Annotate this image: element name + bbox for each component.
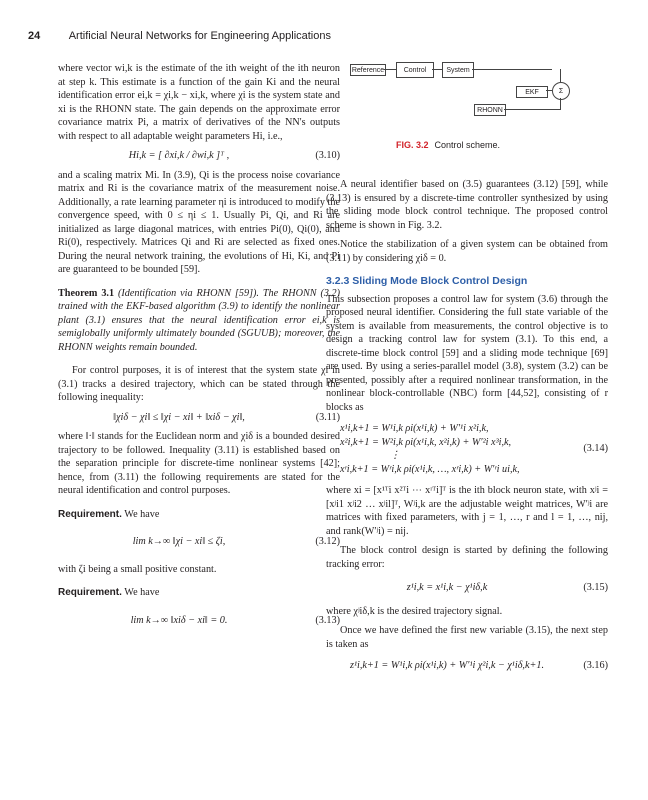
figure-caption-text: Control scheme. (434, 140, 501, 150)
arrow (432, 69, 442, 70)
equation-number: (3.14) (583, 443, 608, 455)
paragraph: The block control design is started by defining the following tracking error: (326, 545, 608, 570)
arrow (472, 69, 552, 70)
page-number: 24 (28, 30, 41, 42)
theorem-text: (Identification via RHONN [59]). The RHONN (3.2) trained with the EKF-based algorithm (3.9) to identify the nonlinear plant (3.1) ensures that the neural identification error ei,k is semiglobally uniformly ultimately bounded (SGUUB); moreover, the RHONN weights remain bounded. (58, 287, 341, 353)
equation-line: x²i,k+1 = W²i,k ρi(x¹i,k, x²i,k) + W′²i x³i,k, (340, 436, 512, 448)
requirement-text: We have (124, 508, 160, 520)
paragraph: where xi = [x¹ᵀi x²ᵀi ⋯ xʳᵀi]ᵀ is the ith block neuron state, with xʲi = [xʲi1 xʲi2 … xʲil]ᵀ, Wʲi,k are the adjustable weight matrices, W′ʲi are matrices with fixed parameters, with j = 1, …, r and l = 1, …, nij, and rank(W′ʲi) = nij. (326, 485, 608, 537)
equation-line: xʳi,k+1 = Wʳi,k ρi(x¹i,k, …, xʳi,k) + W′ʳi ui,k, (340, 463, 520, 475)
right-column (326, 178, 608, 681)
control-block: Control (396, 62, 434, 78)
equation-body: ‖χiδ − χi‖ ≤ ‖χi − xi‖ + ‖xiδ − χi‖, (113, 411, 245, 423)
requirement-text: We have (124, 587, 160, 598)
figure-label: FIG. 3.2 (396, 140, 429, 150)
equation-number: (3.10) (315, 150, 340, 161)
equation-body: lim k→∞ ‖xiδ − xi‖ = 0. (130, 614, 228, 626)
summing-junction: Σ (552, 82, 570, 100)
equation-number: (3.13) (315, 614, 340, 626)
left-column (58, 62, 340, 641)
equation-3-16 (326, 659, 608, 673)
vertical-ellipsis: ⋮ (390, 450, 401, 461)
arrow (504, 109, 560, 110)
running-title: Artificial Neural Networks for Engineering Applications (68, 30, 331, 42)
arrow (560, 69, 561, 82)
paragraph: and a scaling matrix Mi. In (3.9), Qi is the process noise covariance matrix and Ri is the covariance matrix of the measurement noise. Additionally, a rate learning parameter ηi is introduced to modify the convergence speed, with 0 ≤ ηi ≤ 1. Usually Pi, Qi, and Ri are initialized as large diagonal matrices, with entries Pi(0), Qi(0), and Ri(0), respectively. Matrices Qi and Ri are selected as fixed ones. During the neural network training, the evolutions of Hi, Ki, and Pi are guaranteed to be bounded [59]. (58, 169, 340, 275)
requirement-1 (58, 508, 340, 522)
paragraph: A neural identifier based on (3.5) guarantees (3.12) [59], while (3.13) is ensured by a discrete-time controller synthesized by using the sliding mode block control technique. The proposed control scheme is shown in Fig. 3.2. (326, 179, 608, 231)
equation-3-14 (326, 422, 608, 476)
requirement-label: Requirement. (58, 508, 122, 520)
figure-caption (396, 140, 500, 150)
equation-body: z¹i,k = x¹i,k − χ¹iδ,k (406, 582, 488, 593)
arrow (560, 98, 561, 110)
equation-body (326, 422, 568, 476)
requirement-label: Requirement. (58, 587, 122, 598)
equation-3-11 (58, 411, 340, 425)
equation-3-10 (58, 149, 340, 163)
equation-body: lim k→∞ ‖χi − xi‖ ≤ ζi, (132, 536, 226, 547)
paragraph: where ‖·‖ stands for the Euclidean norm and χiδ is a bounded desired trajectory to be followed. Inequality (3.11) is established based on the separation principle for discrete-time nonlinear systems [42]; hence, from (3.11) the following requirements are stated for the neural identification and control purposes. (58, 431, 340, 496)
equation-number: (3.12) (315, 536, 340, 547)
control-scheme-figure (350, 60, 590, 136)
paragraph: Once we have defined the first new variable (3.15), the next step is taken as (326, 625, 608, 650)
equation-body: Hi,k = [ ∂xi,k / ∂wi,k ]ᵀ , (128, 150, 230, 161)
section-heading: 3.2.3 Sliding Mode Block Control Design (326, 275, 528, 287)
equation-number: (3.11) (315, 411, 340, 423)
theorem-label: Theorem 3.1 (58, 287, 115, 299)
paragraph: with ζi being a small positive constant. (58, 563, 217, 575)
equation-body: z¹i,k+1 = W¹i,k ρi(x¹i,k) + W′¹i χ²i,k − χ¹iδ,k+1. (349, 660, 545, 671)
arrow (384, 69, 396, 70)
rhonn-block: RHONN (474, 104, 506, 116)
paragraph: For control purposes, it is of interest that the system state χi in (3.1) tracks a desired trajectory, which can be stated through the following inequality: (58, 365, 340, 403)
equation-3-12 (58, 535, 340, 549)
equation-3-13 (58, 614, 340, 628)
equation-3-15 (326, 581, 608, 595)
arrow (546, 90, 552, 91)
equation-number: (3.15) (583, 582, 608, 593)
requirement-2 (58, 586, 340, 600)
ekf-block: EKF (516, 86, 548, 98)
system-block: System (442, 62, 474, 78)
paragraph: where vector wi,k is the estimate of the ith weight of the ith neuron at step k. This estimate is a function of the gain Ki and the neural identification error ei,k = χi,k − xi,k, where χi is the system state and xi is the RHONN state. The gain depends on the approximate error covariance matrix Pi, a matrix of derivatives of the NN's outputs with respect to all adaptable weight parameters Hi, i.e., (58, 63, 340, 142)
theorem (58, 287, 340, 355)
equation-number: (3.16) (583, 660, 608, 671)
paragraph: This subsection proposes a control law for system (3.6) through the proposed neural identifier. Considering the full state variable of the system is available from measurements, the control objective is to design a tracking control law for system (3.1). To this end, a discrete-time block control [59] and a sliding mode technique [69] are used. By using a series-parallel model (3.8), system (3.2) can be presented, possibly after a required nonlinear transformation, in the nonlinear block-controllable (NBC) form [44,52], consisting of r blocks as (326, 293, 608, 413)
reference-block: Reference (350, 64, 386, 76)
paragraph: where χʲiδ,k is the desired trajectory signal. (326, 605, 503, 617)
page-header (28, 30, 620, 42)
equation-line: x¹i,k+1 = W¹i,k ρi(x¹i,k) + W′¹i x²i,k, (340, 423, 489, 434)
paragraph: Notice the stabilization of a given system can be obtained from (3.11) by considering χiδ = 0. (326, 239, 608, 264)
